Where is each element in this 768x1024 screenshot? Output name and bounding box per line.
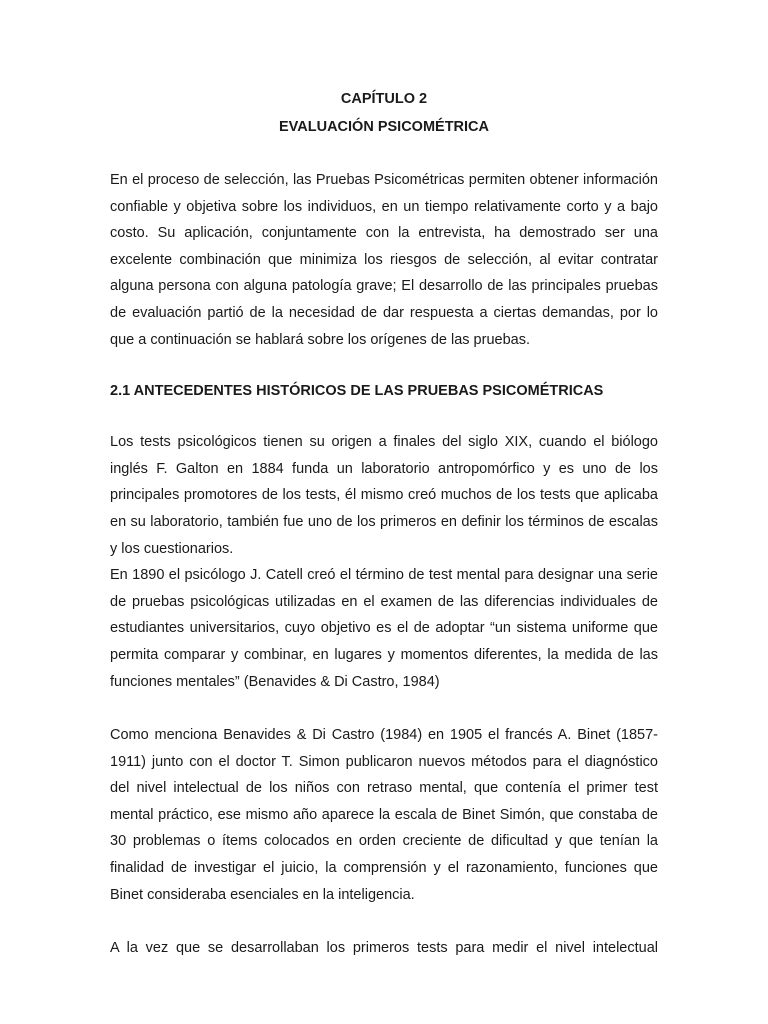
paragraph-binet: Como menciona Benavides & Di Castro (1984) en 1905 el francés A. Binet (1857-1911) junto con el doctor T. Simon publicaron nuevos métodos para el diagnóstico del nivel intelectual de los niños con retraso mental, que contenía el primer test mental práctico, ese mismo año aparece la escala de Binet Simón, que constaba de 30 problemas o ítems colocados en orden creciente de dificultad y que tenían la finalidad de investigar el juicio, la comprensión y el razonamiento, funciones que Binet consideraba esenciales en la inteligencia.	[110, 727, 658, 903]
paragraph-vez-partial: A la vez que se desarrollaban los primeros tests para medir el nivel intelectual	[110, 940, 658, 957]
paragraph-tests-origin: Los tests psicológicos tienen su origen a finales del siglo XIX, cuando el biólogo inglés F. Galton en 1884 funda un laboratorio antropomórfico y es uno de los principales promotores de los tests, él mismo creó muchos de los tests que aplicaba en su laboratorio, también fue uno de los primeros en definir los términos de escalas y los cuestionarios.	[110, 434, 658, 557]
page-content	[110, 88, 658, 962]
chapter-title: CAPÍTULO 2	[340, 91, 428, 107]
intro-paragraph: En el proceso de selección, las Pruebas Psicométricas permiten obtener información confiable y objetiva sobre los individuos, en un tiempo relativamente corto y a bajo costo. Su aplicación, conjuntamente con la entrevista, ha demostrado ser una excelente combinación que minimiza los riesgos de selección, al evitar contratar alguna persona con alguna patología grave; El desarrollo de las principales pruebas de evaluación partió de la necesidad de dar respuesta a ciertas demandas, por lo que a continuación se hablará sobre los orígenes de las pruebas.	[110, 172, 658, 348]
chapter-subtitle: EVALUACIÓN PSICOMÉTRICA	[279, 119, 489, 135]
paragraph-catell: En 1890 el psicólogo J. Catell creó el término de test mental para designar una serie de pruebas psicológicas utilizadas en el examen de las diferencias individuales de estudiantes universitarios, cuyo objetivo es el de adoptar “un sistema uniforme que permita comparar y combinar, en lugares y momentos diferentes, la medida de las funciones mentales” (Benavides & Di Castro, 1984)	[110, 567, 658, 690]
section-heading: 2.1 ANTECEDENTES HISTÓRICOS DE LAS PRUEBAS PSICOMÉTRICAS	[110, 383, 604, 400]
